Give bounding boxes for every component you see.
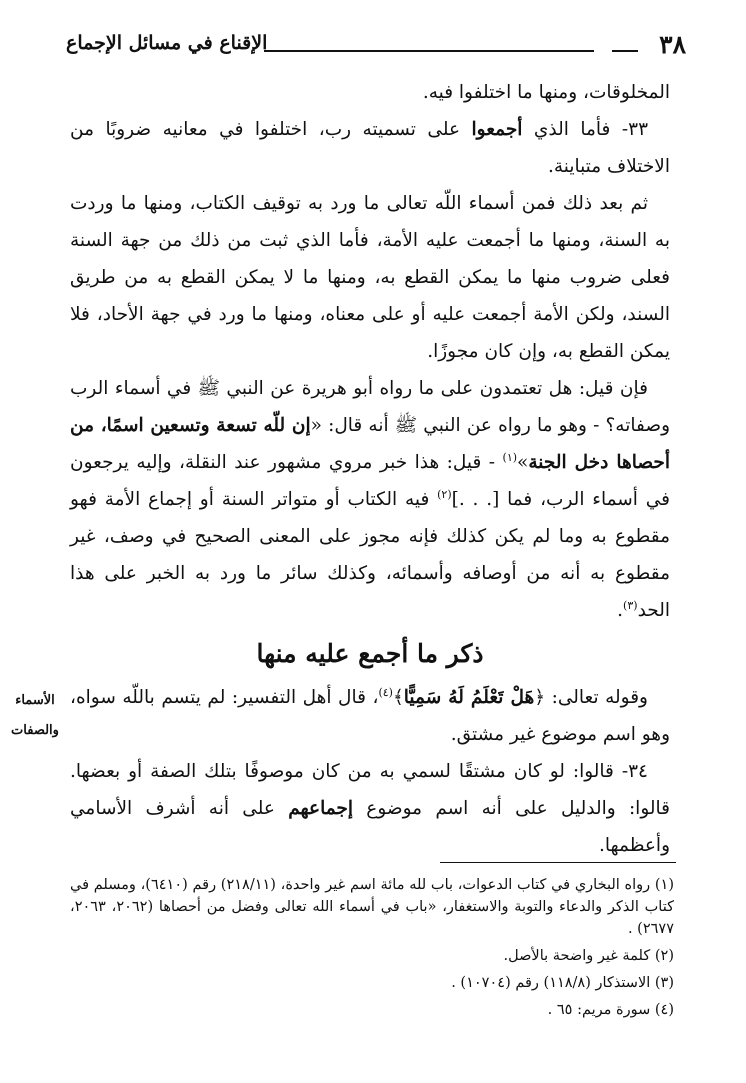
footnotes: [70, 874, 674, 1026]
paragraph-5: وقوله تعالى: ﴿هَلْ تَعْلَمُ لَهُ سَمِيًّا﴾$^{(٤)}$، قال أهل التفسير: لم يتسم باللّه سواه، وهو اسم موضوع غير مشتق.: [70, 685, 670, 745]
hadith-text: إن للّه تسعة وتسعين اسمًا، من أحصاها دخل الجنة: [70, 415, 670, 473]
paragraph-33: ٣٣- فأما الذي أجمعوا على تسميته رب، اختلفوا في معانيه ضروبًا من الاختلاف متباينة.: [70, 119, 670, 177]
paragraph-number: ٣٣-: [621, 119, 649, 140]
paragraph-4: فإن قيل: هل تعتمدون على ما رواه أبو هريرة عن النبي ﷺ في أسماء الرب وصفاته؟ - وهو ما رواه عن النبي ﷺ أنه قال: «إن للّه تسعة وتسعين اسمًا، من أحصاها دخل الجنة»$^{(١)}$ - قيل: هذا خبر مروي مشهور عند النقلة، وإليه يرجعون في أسماء الرب، فما [. . .]$^{(٢)}$ فيه الكتاب أو متواتر السنة أو إجماع الأمة فهو مقطوع به وما لم يكن كذلك فإنه مجوز على المعنى الصحيح في وصف، غير مقطوع به أنه من أوصافه وأسمائه، وكذلك سائر ما ورد به الخبر على هذا الحد$^{(٣)}$.: [70, 378, 671, 621]
ijma-keyword: إجماعهم: [288, 798, 353, 819]
footnote-3: (٣) الاستذكار (١١٨/٨) رقم (١٠٧٠٤) .: [451, 975, 674, 991]
paragraph-34: ٣٤- قالوا: لو كان مشتقًا لسمي به من كان موصوفًا بتلك الصفة أو بعضها. قالوا: والدليل على أنه اسم موضوع إجماعهم على أنه أشرف الأسامي وأعظمها.: [70, 761, 670, 856]
running-header: [52, 28, 686, 64]
footnote-ref-2[interactable]: (٢): [437, 487, 452, 501]
footnote-4: (٤) سورة مريم: ٦٥ .: [547, 1002, 674, 1018]
header-rule-short: [612, 50, 638, 52]
header-rule-long: [264, 50, 594, 52]
ijma-keyword: أجمعوا: [471, 119, 523, 140]
footnote-ref-4[interactable]: (٤): [378, 685, 393, 699]
main-text: [70, 74, 670, 864]
paragraph-number: ٣٤-: [621, 761, 648, 782]
section-heading: ذكر ما أجمع عليه منها: [256, 639, 484, 668]
quran-verse: هَلْ تَعْلَمُ لَهُ سَمِيًّا: [403, 687, 535, 708]
footnote-separator: [440, 862, 676, 863]
margin-note: الأسماء والصفات: [11, 693, 59, 738]
page-number: ٣٨: [659, 30, 686, 59]
footnote-ref-3[interactable]: (٣): [623, 598, 638, 612]
footnote-2: (٢) كلمة غير واضحة بالأصل.: [503, 948, 674, 964]
paragraph-1: المخلوقات، ومنها ما اختلفوا فيه.: [422, 82, 670, 103]
running-title: الإقناع في مسائل الإجماع: [66, 32, 268, 54]
footnote-ref-1[interactable]: (١): [502, 450, 518, 464]
paragraph-3: ثم بعد ذلك فمن أسماء اللّه تعالى ما ورد به توقيف الكتاب، ومنها ما وردت به السنة، ومنها ما أجمعت عليه الأمة، فأما الذي ثبت من ذلك من جهة السنة فعلى ضروب منها ما يمكن القطع به، ومنها ما لا يمكن القطع به من طريق السند، ولكن الأمة أجمعت عليه أو على معناه، ومنها ما ورد في جهة الأحاد، فلا يمكن القطع به، وإن كان مجوزًا.: [70, 193, 670, 362]
footnote-1: (١) رواه البخاري في كتاب الدعوات، باب لله مائة اسم غير واحدة، (٢١٨/١١) رقم (٦٤١٠)، ومسلم في كتاب الذكر والدعاء والتوبة والاستغفار، «باب في أسماء الله تعالى وفضل من أحصاها (٢٠٦٢، ٢٠٦٣، ٢٦٧٧) .: [70, 877, 674, 937]
